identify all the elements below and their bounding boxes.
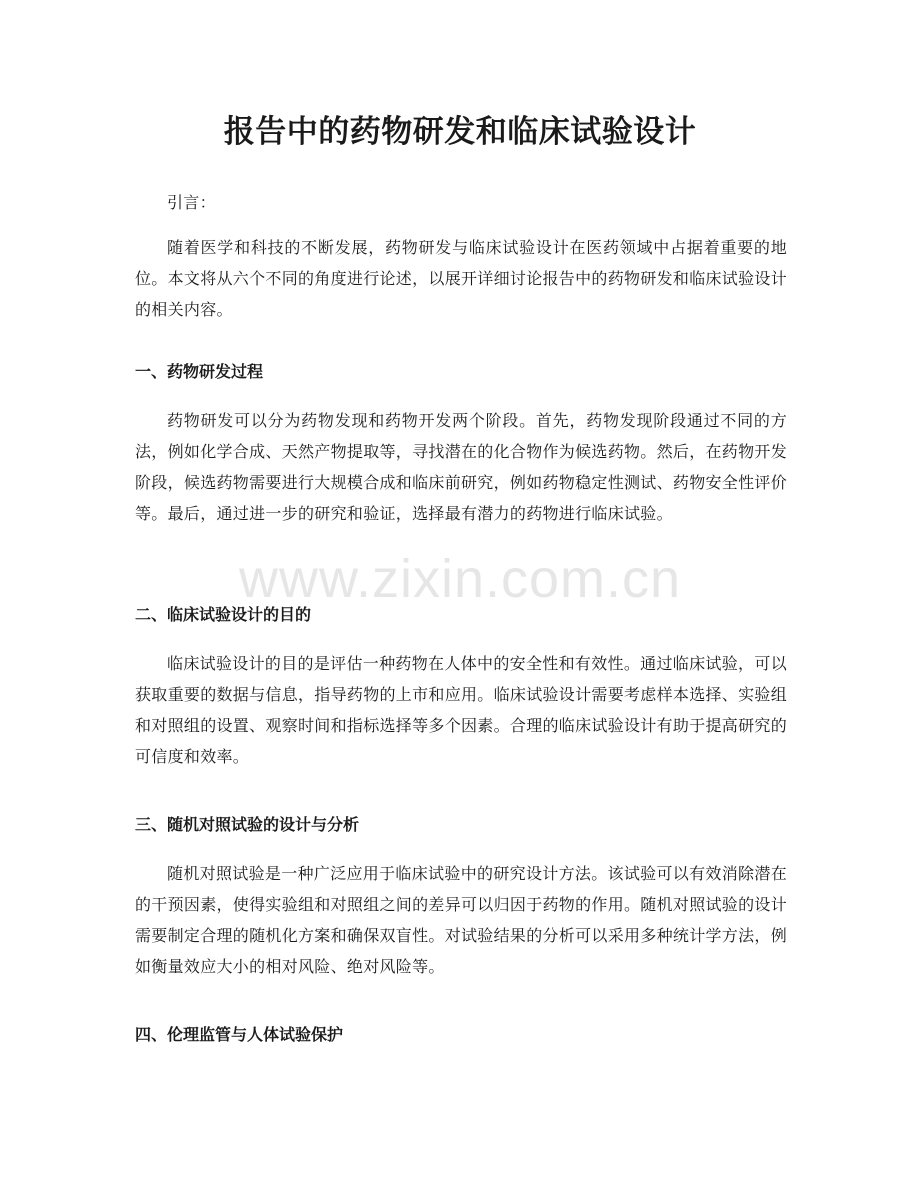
section-1-heading-block bbox=[135, 360, 787, 384]
document-title: 报告中的药物研发和临床试验设计 bbox=[223, 114, 697, 150]
intro-label-block bbox=[135, 187, 787, 218]
section-2-heading-block bbox=[135, 603, 787, 627]
section-4-heading-block bbox=[135, 1023, 787, 1047]
section-paragraph: 临床试验设计的目的是评估一种药物在人体中的安全性和有效性。通过临床试验，可以获取重要的数据与信息，指导药物的上市和应用。临床试验设计需要考虑样本选择、实验组和对照组的设置、观察时间和指标选择等多个因素。合理的临床试验设计有助于提高研究的可信度和效率。 bbox=[135, 654, 788, 766]
section-paragraph: 随机对照试验是一种广泛应用于临床试验中的研究设计方法。该试验可以有效消除潜在的干预因素，使得实验组和对照组之间的差异可以归因于药物的作用。随机对照试验的设计需要制定合理的随机化方案和确保双盲性。对试验结果的分析可以采用多种统计学方法，例如衡量效应大小的相对风险、绝对风险等。 bbox=[135, 864, 788, 976]
section-1-body-block bbox=[135, 405, 787, 529]
section-3-body-block bbox=[135, 858, 787, 982]
section-3-heading-block bbox=[135, 813, 787, 837]
intro-label: 引言： bbox=[167, 193, 216, 212]
section-heading: 二、临床试验设计的目的 bbox=[135, 605, 312, 624]
section-paragraph: 药物研发可以分为药物发现和药物开发两个阶段。首先，药物发现阶段通过不同的方法，例如化学合成、天然产物提取等，寻找潜在的化合物作为候选药物。然后，在药物开发阶段，候选药物需要进行大规模合成和临床前研究，例如药物稳定性测试、药物安全性评价等。最后，通过进一步的研究和验证，选择最有潜力的药物进行临床试验。 bbox=[135, 411, 788, 523]
section-heading: 一、药物研发过程 bbox=[135, 362, 264, 381]
section-heading: 三、随机对照试验的设计与分析 bbox=[135, 815, 360, 834]
section-2-body-block bbox=[135, 648, 787, 772]
intro-block bbox=[135, 232, 787, 325]
section-heading: 四、伦理监管与人体试验保护 bbox=[135, 1025, 344, 1044]
intro-paragraph: 随着医学和科技的不断发展，药物研发与临床试验设计在医药领域中占据着重要的地位。本文将从六个不同的角度进行论述，以展开详细讨论报告中的药物研发和临床试验设计的相关内容。 bbox=[135, 238, 788, 319]
watermark: www.zixin.com.cn bbox=[238, 549, 682, 609]
